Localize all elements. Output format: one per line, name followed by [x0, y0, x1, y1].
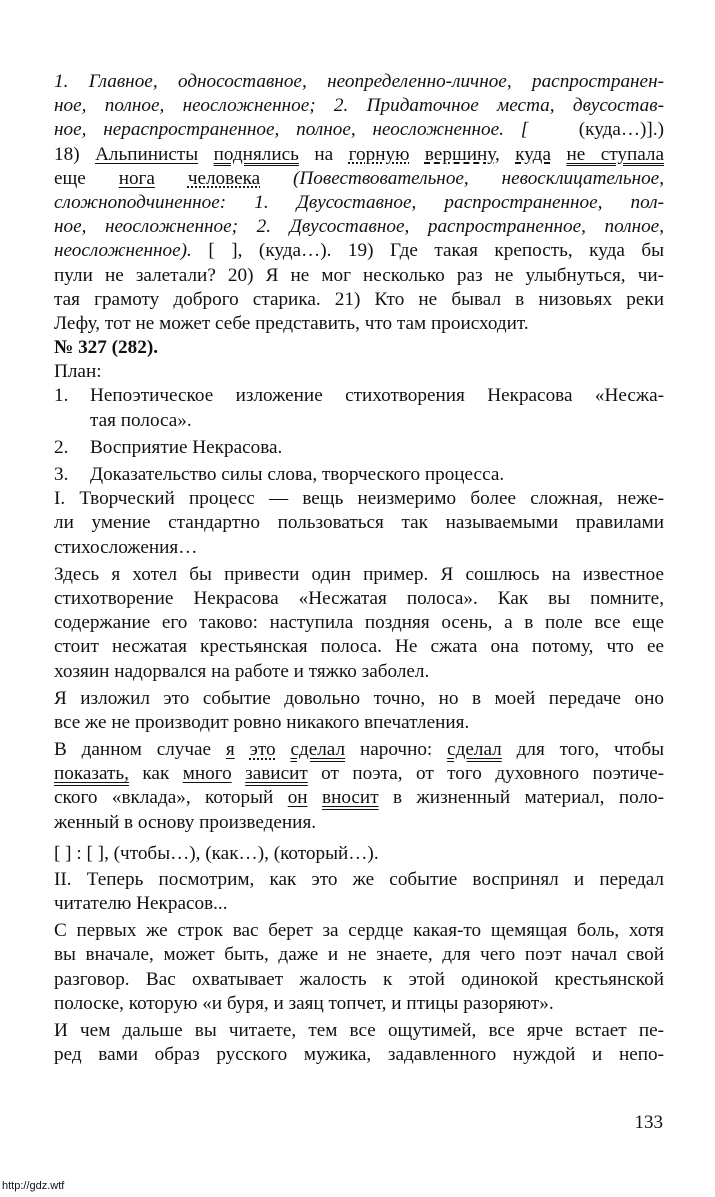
exercise-heading: № 327 (282).	[54, 337, 159, 359]
text-line: ное, полное, неосложненное; 2. Придаточное места, двусостав-	[54, 95, 664, 117]
text-line: женный в основу произведения.	[54, 811, 317, 833]
adverbial-word: куда	[515, 143, 551, 165]
subject-word: много	[182, 763, 232, 785]
page-number: 133	[634, 1112, 663, 1133]
predicate-word: поднялись	[213, 143, 299, 165]
text-line	[54, 738, 664, 762]
text-fragment: это	[249, 739, 276, 761]
text-line: С первых же строк вас берет за сердце какая-то щемящая боль, хотя	[54, 920, 664, 942]
text-fragment: ского «вклада», который	[54, 787, 274, 809]
text-fragment: как	[142, 763, 170, 785]
text-line: I. Творческий процесс — вещь неизмеримо более сложная, неже-	[54, 488, 664, 510]
plan-item	[54, 384, 664, 408]
adverbial-word: вершину,	[424, 143, 500, 165]
subject-word: Альпинисты	[95, 143, 199, 165]
text-fragment: в жизненный материал, поло-	[393, 787, 664, 809]
text-line	[54, 786, 664, 810]
text-line: 1. Главное, односоставное, неопределенно-личное, распространен-	[54, 71, 664, 92]
sentence-scheme: [ ] : [ ], (чтобы…), (как…), (который…).	[54, 842, 379, 864]
attribute-word: человека	[187, 167, 261, 189]
text-line: разговор. Вас охватывает жалость к этой одинокой крестьянской	[54, 968, 664, 990]
text-line: стихотворение Некрасова «Несжатая полоса». Как вы помните,	[54, 587, 664, 609]
subject-word: он	[287, 787, 308, 809]
text-line	[54, 239, 664, 263]
text-line: ли умение стандартно пользоваться так называемыми правилами	[54, 512, 664, 534]
text-line: стихосложения…	[54, 536, 198, 558]
text-line: полоске, которую «и буря, и заяц топчет, и птицы разоряют».	[54, 992, 554, 1014]
text-fragment: В данном случае	[54, 739, 212, 761]
text-line	[54, 167, 664, 191]
text-line: ное, неосложненное; 2. Двусоставное, распространенное, полное,	[54, 216, 664, 238]
text-line: содержание его таково: наступила поздняя осень, а в поле все еще	[54, 612, 664, 634]
predicate-word: сделал	[290, 739, 346, 761]
predicate-word: не ступала	[566, 143, 664, 165]
text-line: II. Теперь посмотрим, как это же событие воспринял и передал	[54, 868, 664, 890]
plan-item	[54, 436, 664, 460]
predicate-word: зависит	[245, 763, 308, 785]
plan-item	[54, 463, 664, 487]
text-fragment: ное, нераспространенное, полное, неосложненное. [	[54, 119, 529, 141]
text-line	[54, 143, 664, 167]
text-line: Лефу, тот не может себе представить, что там происходит.	[54, 312, 529, 334]
text-fragment: (Повествовательное, невосклицательное,	[293, 167, 664, 189]
plan-text: Непоэтическое изложение стихотворения Некрасова «Несжа-	[90, 385, 664, 407]
plan-number: 2.	[54, 436, 69, 458]
watermark-link[interactable]: http://gdz.wtf	[2, 1180, 65, 1192]
text-line: пули не залетали? 20) Я не мог несколько раз не улыбнуться, чи-	[54, 264, 664, 286]
plan-title: План:	[54, 361, 102, 383]
subject-word: я	[225, 739, 235, 761]
text-line: И чем дальше вы читаете, тем все ощутимей, все ярче встает пе-	[54, 1019, 664, 1041]
plan-text: Доказательство силы слова, творческого процесса.	[90, 464, 505, 485]
text-fragment: на	[314, 143, 334, 165]
text-fragment: неосложненное).	[54, 240, 192, 262]
text-line: читателю Некрасов...	[54, 893, 228, 914]
text-line: Здесь я хотел бы привести один пример. Я сошлюсь на известное	[54, 563, 664, 585]
predicate-word: сделал	[447, 739, 502, 761]
plan-item-continuation: тая полоса».	[90, 409, 192, 431]
text-fragment: еще	[54, 167, 86, 189]
plan-number: 3.	[54, 464, 69, 485]
text-fragment: [ ], (куда…). 19) Где такая крепость, куда бы	[208, 240, 664, 262]
text-fragment: для того, чтобы	[516, 739, 664, 761]
text-line: стоит несжатая крестьянская полоса. Не сжата она потому, что ее	[54, 636, 664, 658]
plan-number: 1.	[54, 385, 69, 407]
predicate-word: вносит	[322, 787, 379, 809]
text-line: вы вначале, может быть, даже и не знаете, для чего поэт начал свой	[54, 944, 664, 966]
plan-text: Восприятие Некрасова.	[90, 436, 283, 458]
text-line: хозяин надорвался на работе и тяжко заболел.	[54, 660, 430, 682]
text-fragment: (куда…)].)	[578, 119, 664, 141]
text-line: все же не производит ровно никакого впечатления.	[54, 711, 470, 733]
attribute-word: горную	[348, 143, 410, 165]
predicate-word: показать,	[54, 763, 129, 785]
text-fragment: от поэта, от того духовного поэтиче-	[321, 763, 664, 785]
sentence-number: 18)	[54, 143, 80, 165]
text-line	[54, 118, 664, 142]
subject-word: нога	[118, 167, 155, 189]
text-line: Я изложил это событие довольно точно, но в моей передаче оно	[54, 687, 664, 709]
page-body	[54, 70, 664, 1067]
text-fragment: нарочно:	[359, 739, 433, 761]
text-line: сложноподчиненное: 1. Двусоставное, распространенное, пол-	[54, 191, 664, 213]
text-line: ред вами образ русского мужика, задавленного нуждой и непо-	[54, 1044, 664, 1066]
text-line: тая грамоту доброго старика. 21) Кто не бывал в низовьях реки	[54, 288, 664, 310]
text-line	[54, 762, 664, 786]
